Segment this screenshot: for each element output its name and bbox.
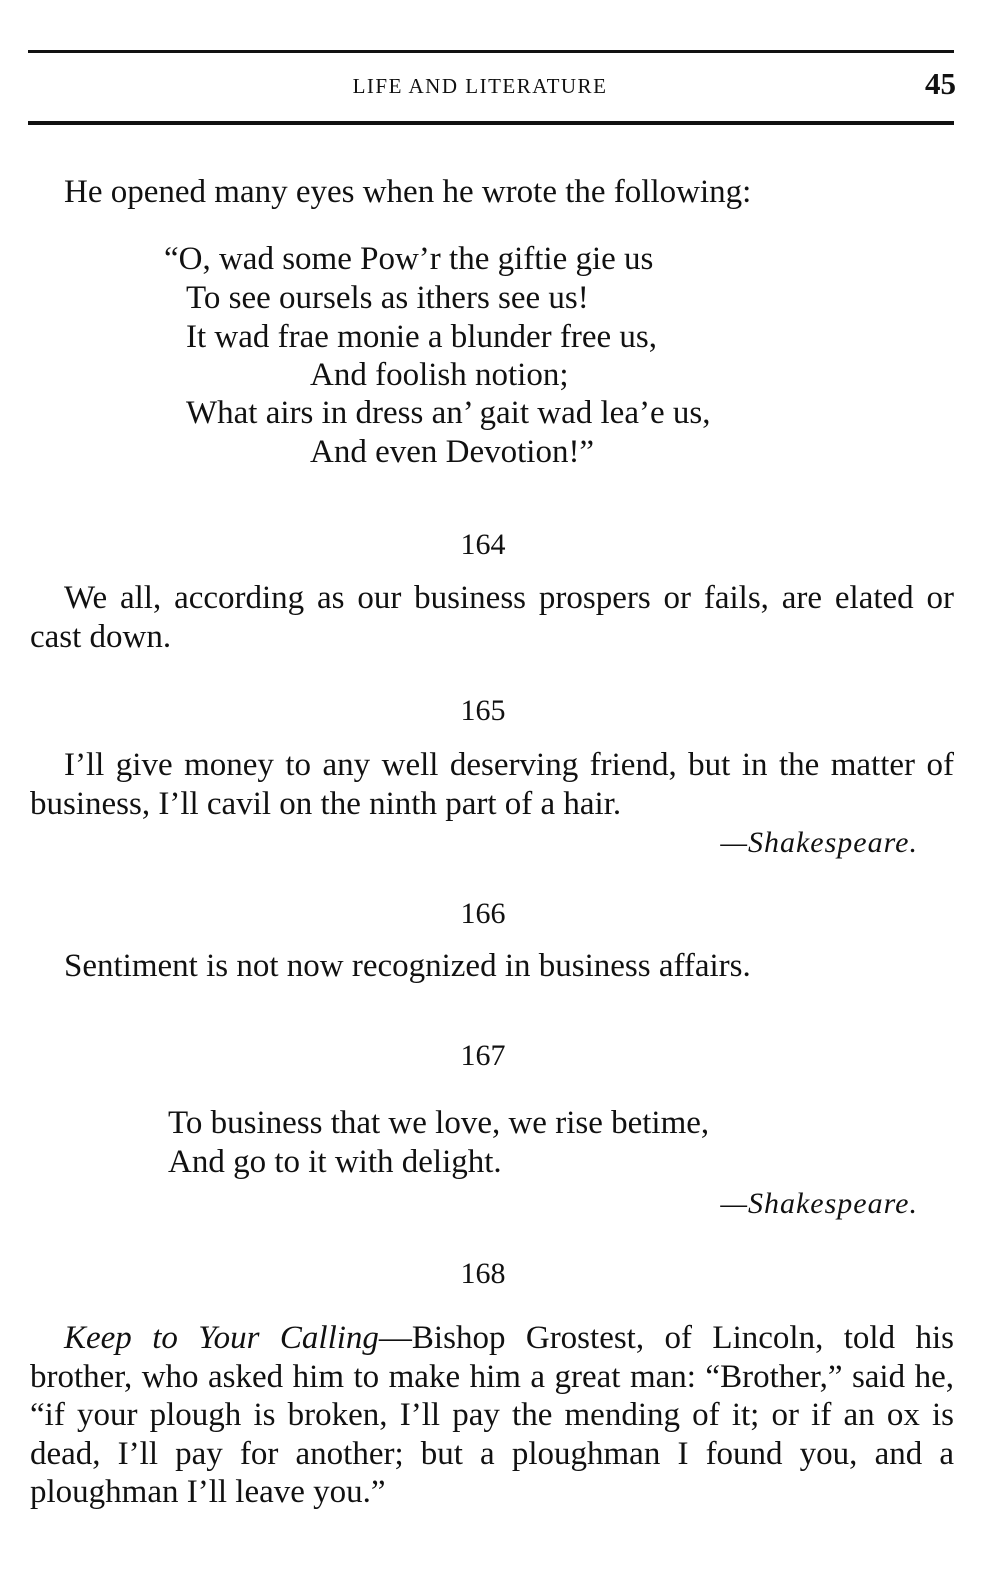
poem-line: To see oursels as ithers see us! xyxy=(186,280,589,316)
verse-line: To business that we love, we rise betime, xyxy=(168,1105,710,1141)
entry-number-165: 165 xyxy=(460,694,506,727)
header-top-rule xyxy=(28,50,954,53)
entry-text-166: Sentiment is not now recognized in business affairs. xyxy=(64,948,751,984)
poem-line: It wad frae monie a blunder free us, xyxy=(186,319,657,355)
poem-line: What airs in dress an’ gait wad lea’e us, xyxy=(186,395,711,431)
entry-text-164: We all, according as our business prospers or fails, are elated or cast down. xyxy=(30,580,954,655)
entry-title-168: Keep to Your Calling xyxy=(64,1320,379,1356)
header-bottom-rule xyxy=(28,121,954,125)
entry-text-165: I’ll give money to any well deserving friend, but in the matter of business, I’ll cavil on the ninth part of a hair. xyxy=(30,747,954,822)
poem-line: “O, wad some Pow’r the giftie gie us xyxy=(164,241,654,277)
entry-number-167: 167 xyxy=(460,1039,506,1072)
entry-body-168: —Bishop Grostest, of Lincoln, told his brother, who asked him to make him a great man: “Brother,” said he, “if your plough is broken, I’ll pay the mending of it; or if an ox is dead, I’ll pay for another; but a ploughman I found you, and a ploughman I’ll leave you.” xyxy=(30,1320,955,1510)
entry-number-164: 164 xyxy=(460,528,506,561)
intro-sentence: He opened many eyes when he wrote the following: xyxy=(64,174,752,210)
poem-line: And foolish notion; xyxy=(310,357,569,393)
entry-number-168: 168 xyxy=(460,1257,506,1290)
entry-attribution-165: —Shakespeare. xyxy=(720,826,918,859)
poem-line: And even Devotion!” xyxy=(310,434,595,470)
running-title: LIFE AND LITERATURE xyxy=(352,74,608,98)
page-number: 45 xyxy=(925,66,956,101)
entry-number-166: 166 xyxy=(460,897,506,930)
verse-line: And go to it with delight. xyxy=(168,1144,502,1180)
entry-text-168 xyxy=(30,1319,954,1512)
entry-attribution-167: —Shakespeare. xyxy=(720,1187,918,1220)
